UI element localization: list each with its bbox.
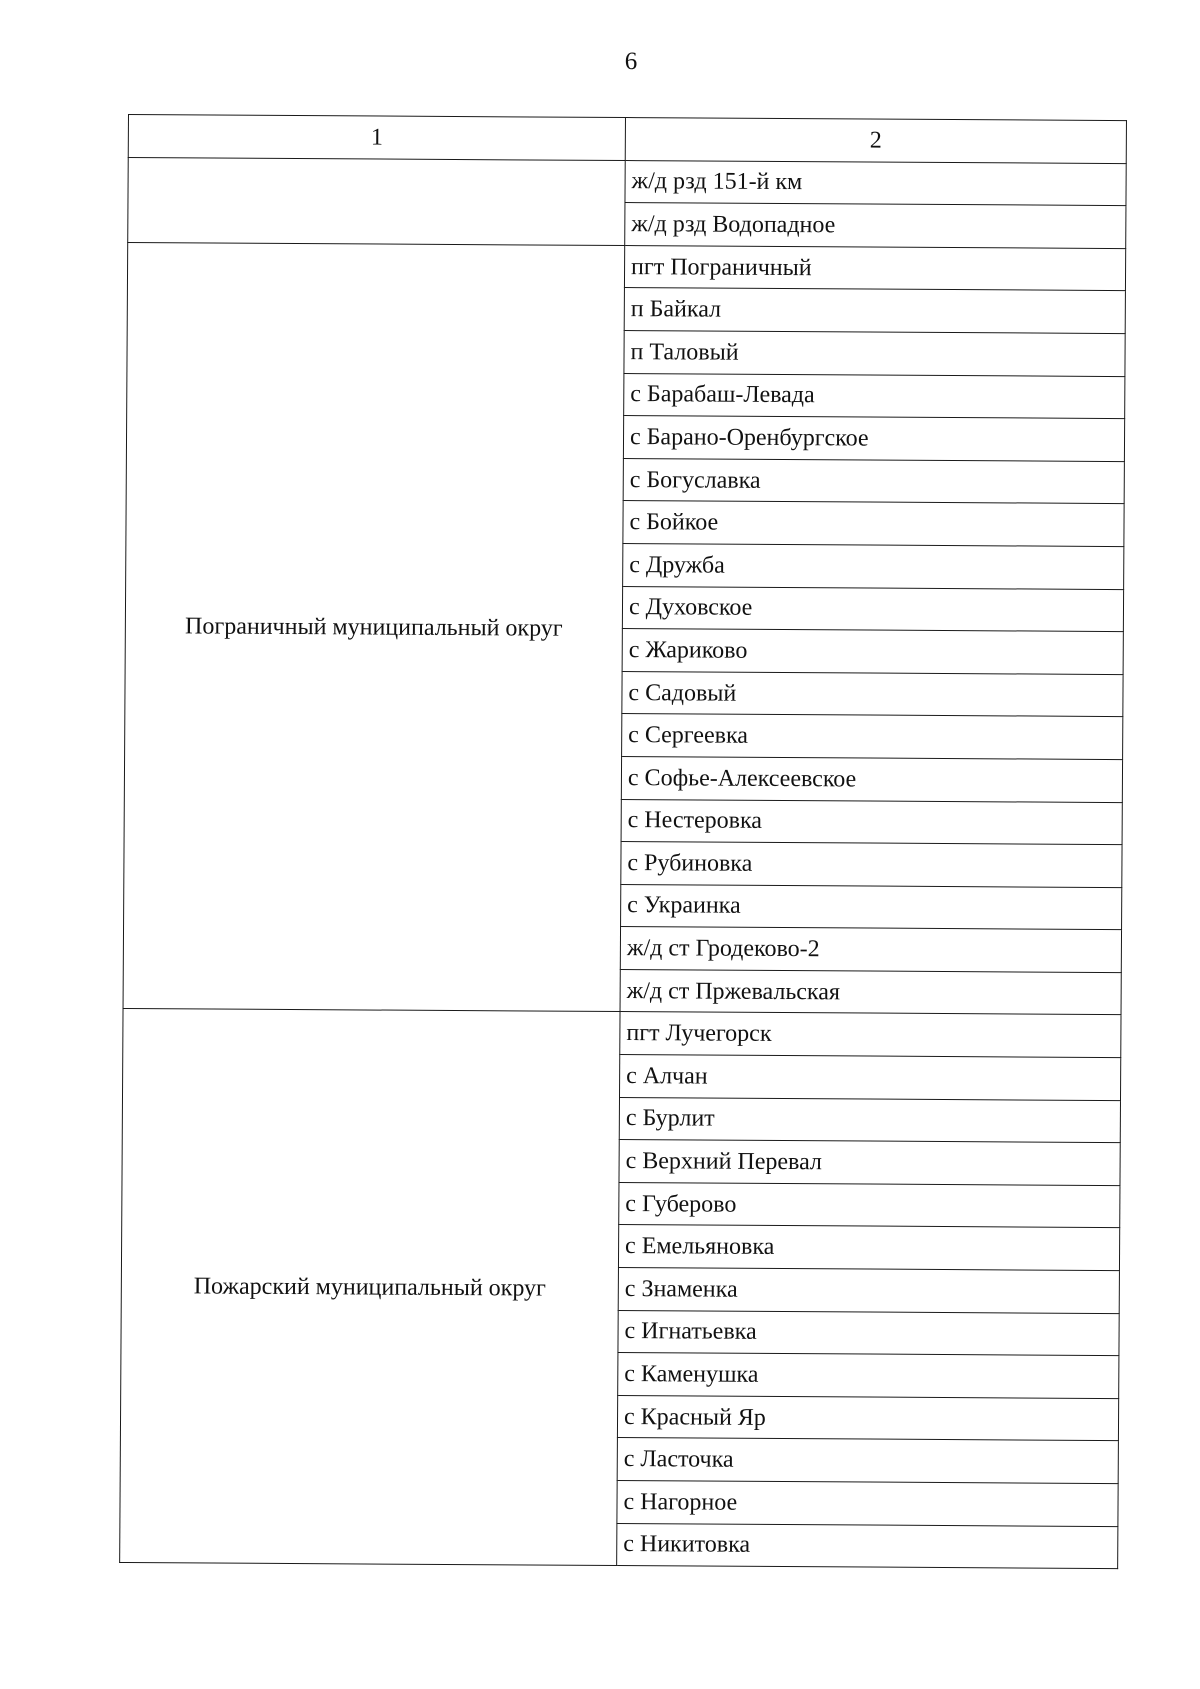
settlement-cell: с Бойкое bbox=[623, 501, 1124, 547]
settlement-cell: ж/д ст Гродеково-2 bbox=[620, 927, 1121, 973]
table-row bbox=[123, 1009, 1121, 1058]
settlement-cell: с Каменушка bbox=[618, 1353, 1119, 1399]
settlement-cell: с Губерово bbox=[619, 1182, 1120, 1228]
settlement-cell: п Таловый bbox=[624, 331, 1125, 377]
settlement-cell: с Игнатьевка bbox=[618, 1310, 1119, 1356]
settlement-cell: с Садовый bbox=[622, 671, 1123, 717]
settlement-cell: с Бурлит bbox=[619, 1097, 1120, 1143]
settlement-cell: с Духовское bbox=[622, 586, 1123, 632]
settlement-cell: с Богуславка bbox=[623, 458, 1124, 504]
table-row bbox=[127, 242, 1125, 291]
settlement-cell: пгт Пограничный bbox=[624, 245, 1125, 291]
column-header-2: 2 bbox=[625, 118, 1126, 164]
district-cell: Пожарский муниципальный округ bbox=[120, 1009, 620, 1566]
settlement-cell: с Алчан bbox=[620, 1055, 1121, 1101]
district-cell bbox=[128, 157, 626, 245]
settlement-cell: с Дружба bbox=[623, 543, 1124, 589]
settlement-cell: с Нагорное bbox=[617, 1481, 1118, 1527]
column-header-1: 1 bbox=[128, 115, 625, 161]
settlement-cell: ж/д ст Пржевальская bbox=[620, 969, 1121, 1015]
settlement-cell: с Барано-Оренбургское bbox=[623, 416, 1124, 462]
settlement-cell: с Украинка bbox=[621, 884, 1122, 930]
table-body bbox=[120, 157, 1127, 1569]
settlement-cell: с Никитовка bbox=[617, 1523, 1118, 1569]
settlement-cell: с Емельяновка bbox=[618, 1225, 1119, 1271]
settlement-cell: с Жариково bbox=[622, 629, 1123, 675]
settlement-cell: ж/д рзд 151-й км bbox=[625, 160, 1126, 206]
page-number: 6 bbox=[624, 48, 638, 75]
settlement-cell: с Барабаш-Левада bbox=[624, 373, 1125, 419]
header-row bbox=[128, 115, 1126, 164]
settlement-cell: с Знаменка bbox=[618, 1268, 1119, 1314]
settlement-cell: с Верхний Перевал bbox=[619, 1140, 1120, 1186]
settlement-cell: пгт Лучегорск bbox=[620, 1012, 1121, 1058]
district-cell: Пограничный муниципальный округ bbox=[123, 242, 625, 1012]
settlements-table bbox=[119, 114, 1127, 1569]
settlement-cell: с Ласточка bbox=[617, 1438, 1118, 1484]
settlement-cell: п Байкал bbox=[624, 288, 1125, 334]
settlement-cell: с Сергеевка bbox=[622, 714, 1123, 760]
settlement-cell: с Рубиновка bbox=[621, 842, 1122, 888]
table-row bbox=[128, 157, 1126, 206]
settlement-cell: с Красный Яр bbox=[617, 1395, 1118, 1441]
table-header bbox=[128, 115, 1126, 164]
settlement-cell: с Нестеровка bbox=[621, 799, 1122, 845]
settlement-cell: ж/д рзд Водопадное bbox=[625, 203, 1126, 249]
settlement-cell: с Софье-Алексеевское bbox=[621, 756, 1122, 802]
